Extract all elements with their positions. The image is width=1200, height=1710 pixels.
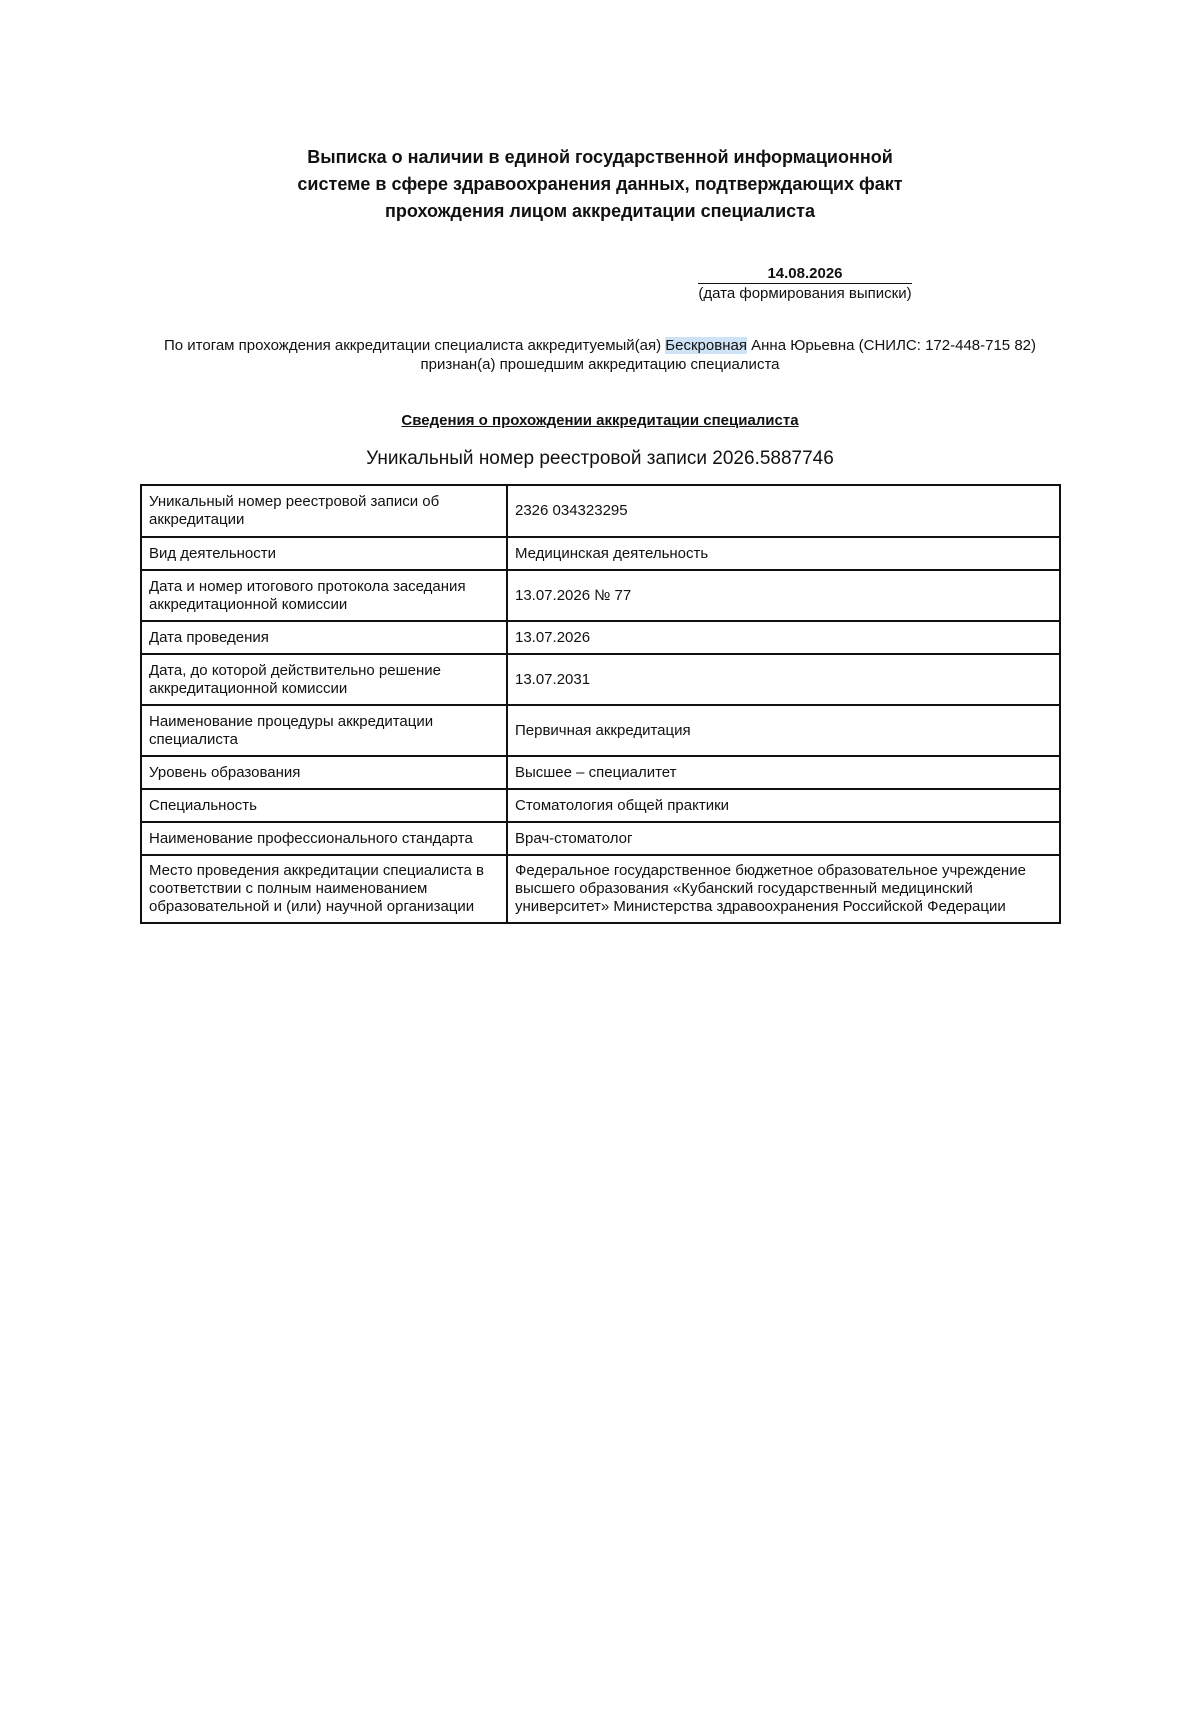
intro-line-1 <box>100 336 1100 355</box>
row-key: Уникальный номер реестровой записи об аккредитации <box>141 485 507 537</box>
document-title <box>250 144 950 225</box>
formation-date-block <box>690 264 920 304</box>
title-line-1: Выписка о наличии в единой государственной информационной <box>307 147 893 167</box>
row-value: 2326 034323295 <box>507 485 1060 537</box>
row-value: 13.07.2026 <box>507 621 1060 654</box>
row-value: Высшее – специалитет <box>507 756 1060 789</box>
row-key: Место проведения аккредитации специалиста в соответствии с полным наименованием образовательной и (или) научной организации <box>141 855 507 923</box>
table-row <box>141 654 1060 705</box>
table-row <box>141 705 1060 756</box>
row-key: Дата, до которой действительно решение аккредитационной комиссии <box>141 654 507 705</box>
table-row <box>141 485 1060 537</box>
row-value: Врач-стоматолог <box>507 822 1060 855</box>
table-row <box>141 621 1060 654</box>
intro-rest: Анна Юрьевна (СНИЛС: 172-448-715 82) <box>751 337 1036 354</box>
registry-heading: Уникальный номер реестровой записи 2026.5887746 <box>366 448 834 469</box>
row-value: Федеральное государственное бюджетное образовательное учреждение высшего образования «Кубанский государственный медицинский университет» Министерства здравоохранения Российской Федерации <box>507 855 1060 923</box>
table-row <box>141 822 1060 855</box>
row-key: Вид деятельности <box>141 537 507 570</box>
row-value: Медицинская деятельность <box>507 537 1060 570</box>
title-line-2: системе в сфере здравоохранения данных, подтверждающих факт <box>297 174 903 194</box>
row-key: Дата и номер итогового протокола заседания аккредитационной комиссии <box>141 570 507 621</box>
table-row <box>141 570 1060 621</box>
row-value: 13.07.2031 <box>507 654 1060 705</box>
table-row <box>141 756 1060 789</box>
intro-surname-selected[interactable]: Бескровная <box>665 337 747 354</box>
table-row <box>141 789 1060 822</box>
intro-line-2: признан(а) прошедшим аккредитацию специалиста <box>420 356 780 373</box>
table-row <box>141 537 1060 570</box>
formation-date: 14.08.2026 <box>698 264 912 284</box>
formation-date-caption: (дата формирования выписки) <box>698 285 912 302</box>
intro-paragraph <box>100 336 1100 374</box>
section-heading: Сведения о прохождении аккредитации специалиста <box>401 412 799 429</box>
table-row <box>141 855 1060 923</box>
row-value: Стоматология общей практики <box>507 789 1060 822</box>
row-key: Уровень образования <box>141 756 507 789</box>
row-value: Первичная аккредитация <box>507 705 1060 756</box>
row-key: Наименование профессионального стандарта <box>141 822 507 855</box>
row-key: Наименование процедуры аккредитации специалиста <box>141 705 507 756</box>
row-key: Дата проведения <box>141 621 507 654</box>
row-value: 13.07.2026 № 77 <box>507 570 1060 621</box>
accreditation-table <box>140 484 1061 924</box>
intro-prefix: По итогам прохождения аккредитации специалиста аккредитуемый(ая) <box>163 337 662 354</box>
row-key: Специальность <box>141 789 507 822</box>
title-line-3: прохождения лицом аккредитации специалиста <box>385 201 815 221</box>
